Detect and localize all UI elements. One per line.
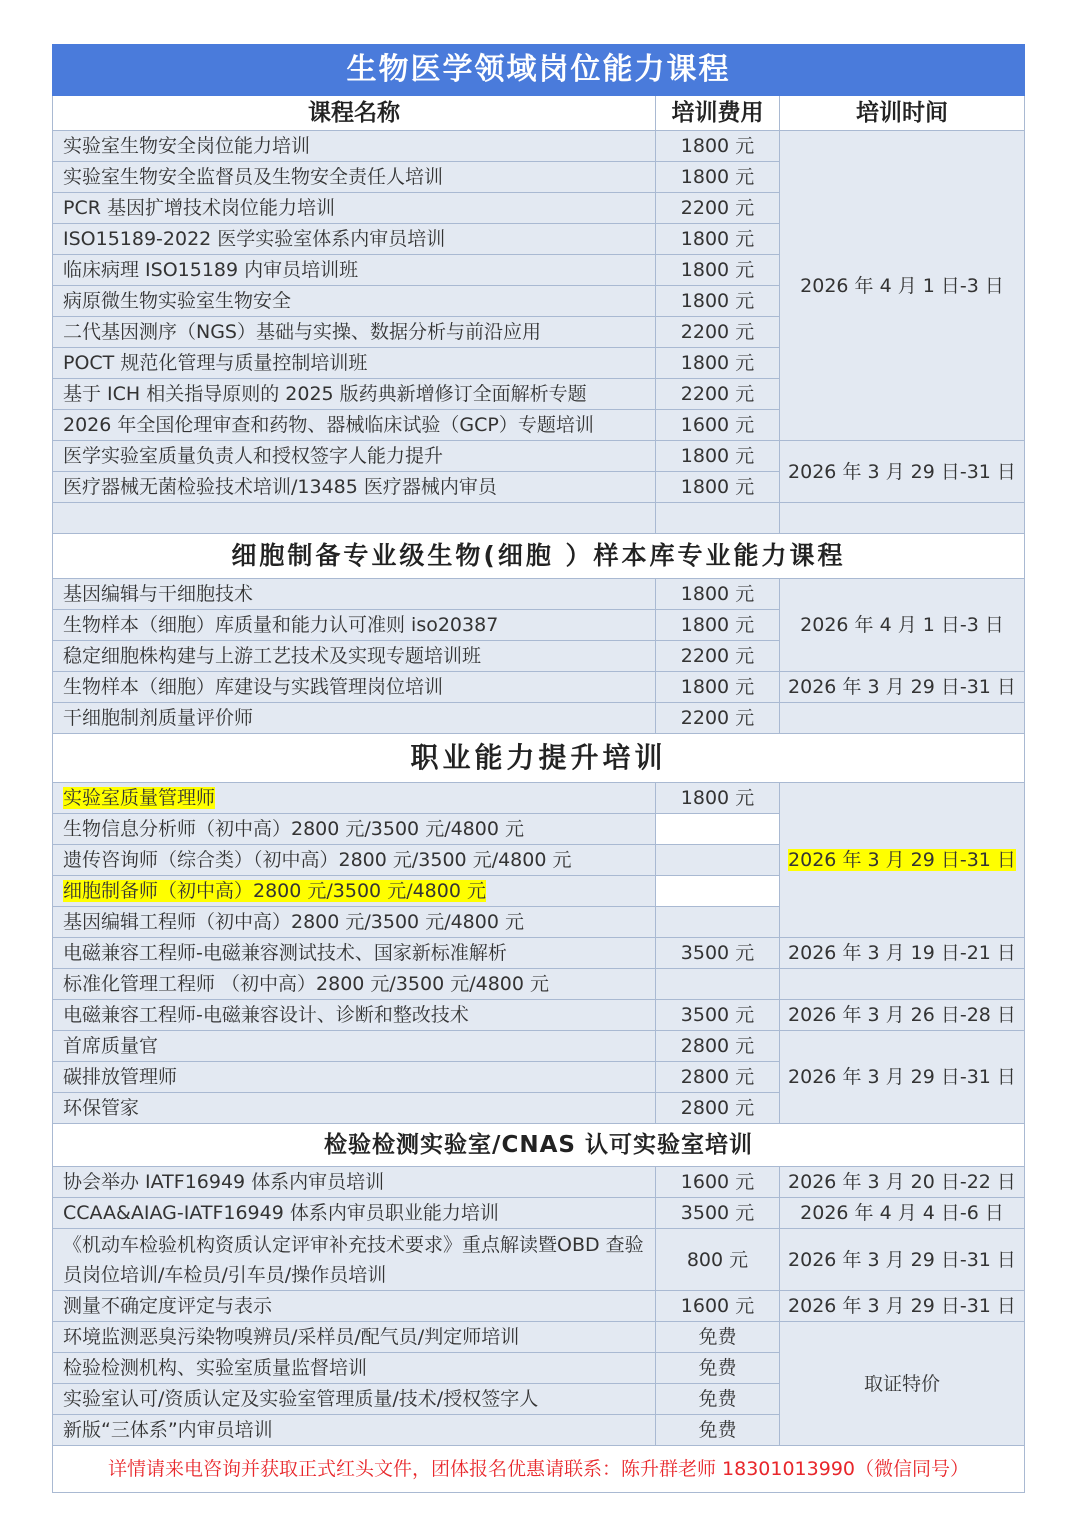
course-fee [656,845,780,876]
course-date: 2026 年 4 月 4 日-6 日 [780,1198,1025,1229]
course-name: PCR 基因扩增技术岗位能力培训 [53,193,656,224]
course-fee: 2200 元 [656,317,780,348]
course-name: 环境监测恶臭污染物嗅辨员/采样员/配气员/判定师培训 [53,1322,656,1353]
table-row [53,1000,1025,1031]
course-fee: 1800 元 [656,131,780,162]
course-fee: 1600 元 [656,410,780,441]
course-fee: 2800 元 [656,1031,780,1062]
course-name: POCT 规范化管理与质量控制培训班 [53,348,656,379]
course-fee [656,907,780,938]
course-fee: 1800 元 [656,348,780,379]
course-date: 2026 年 3 月 19 日-21 日 [780,938,1025,969]
course-date: 2026 年 3 月 26 日-28 日 [780,1000,1025,1031]
course-fee: 2200 元 [656,641,780,672]
course-name: ISO15189-2022 医学实验室体系内审员培训 [53,224,656,255]
course-fee: 1800 元 [656,610,780,641]
course-name: 遗传咨询师（综合类）（初中高）2800 元/3500 元/4800 元 [53,845,656,876]
course-name: 稳定细胞株构建与上游工艺技术及实现专题培训班 [53,641,656,672]
table-row [53,579,1025,610]
course-name: 基因编辑工程师（初中高）2800 元/3500 元/4800 元 [53,907,656,938]
highlighted-course-date: 2026 年 3 月 29 日-31 日 [788,849,1016,871]
course-name: 协会举办 IATF16949 体系内审员培训 [53,1167,656,1198]
course-fee: 800 元 [656,1229,780,1291]
course-fee: 3500 元 [656,938,780,969]
course-name: 临床病理 ISO15189 内审员培训班 [53,255,656,286]
table-row [53,1167,1025,1198]
course-date: 2026 年 3 月 29 日-31 日 [780,672,1025,703]
table-row [53,441,1025,472]
course-sheet [52,44,1024,1493]
course-fee [656,876,780,907]
course-fee: 免费 [656,1353,780,1384]
course-name: 医疗器械无菌检验技术培训/13485 医疗器械内审员 [53,472,656,503]
course-date: 2026 年 3 月 29 日-31 日 [780,1031,1025,1124]
empty-cell [53,503,656,534]
course-name: 新版“三体系”内审员培训 [53,1415,656,1446]
course-fee [656,814,780,845]
course-fee: 免费 [656,1322,780,1353]
header-row [53,96,1025,131]
course-date: 2026 年 4 月 1 日-3 日 [780,579,1025,672]
course-fee: 1800 元 [656,472,780,503]
course-name: 标准化管理工程师 （初中高）2800 元/3500 元/4800 元 [53,969,656,1000]
course-date: 2026 年 3 月 29 日-31 日 [780,1229,1025,1291]
section-title: 检验检测实验室/CNAS 认可实验室培训 [53,1124,1025,1167]
course-fee: 1800 元 [656,224,780,255]
course-name: 生物信息分析师（初中高）2800 元/3500 元/4800 元 [53,814,656,845]
table-row [53,131,1025,162]
course-date: 2026 年 3 月 29 日-31 日 [780,1291,1025,1322]
course-table [52,44,1025,1493]
empty-row [53,503,1025,534]
empty-cell [780,503,1025,534]
course-name: 实验室生物安全监督员及生物安全责任人培训 [53,162,656,193]
course-fee: 1600 元 [656,1167,780,1198]
course-name: 《机动车检验机构资质认定评审补充技术要求》重点解读暨OBD 查验员岗位培训/车检员/引车员/操作员培训 [53,1229,656,1291]
course-name: 电磁兼容工程师-电磁兼容设计、诊断和整改技术 [53,1000,656,1031]
highlighted-course-name: 细胞制备师（初中高）2800 元/3500 元/4800 元 [63,880,486,902]
section-title: 职业能力提升培训 [53,734,1025,783]
table-row [53,672,1025,703]
course-name: 生物样本（细胞）库质量和能力认可准则 iso20387 [53,610,656,641]
course-date: 2026 年 3 月 29 日-31 日 [780,441,1025,503]
course-name: 实验室生物安全岗位能力培训 [53,131,656,162]
section-title: 细胞制备专业级生物(细胞 ）样本库专业能力课程 [53,534,1025,579]
course-name: 医学实验室质量负责人和授权签字人能力提升 [53,441,656,472]
course-fee: 1800 元 [656,162,780,193]
table-row [53,1198,1025,1229]
course-name: 二代基因测序（NGS）基础与实操、数据分析与前沿应用 [53,317,656,348]
course-name: 2026 年全国伦理审查和药物、器械临床试验（GCP）专题培训 [53,410,656,441]
course-name: 测量不确定度评定与表示 [53,1291,656,1322]
course-fee: 1800 元 [656,672,780,703]
course-date: 取证特价 [780,1322,1025,1446]
highlighted-course-name: 实验室质量管理师 [63,787,216,809]
course-fee: 1800 元 [656,286,780,317]
course-name: 电磁兼容工程师-电磁兼容测试技术、国家新标准解析 [53,938,656,969]
course-fee [656,969,780,1000]
course-name: CCAA&AIAG-IATF16949 体系内审员职业能力培训 [53,1198,656,1229]
course-fee: 1800 元 [656,579,780,610]
course-fee: 免费 [656,1415,780,1446]
course-date-empty [780,969,1025,1000]
table-row [53,703,1025,734]
course-fee: 1800 元 [656,783,780,814]
table-row [53,969,1025,1000]
table-row [53,938,1025,969]
table-row [53,1229,1025,1291]
course-fee: 2800 元 [656,1093,780,1124]
course-name: 生物样本（细胞）库建设与实践管理岗位培训 [53,672,656,703]
course-name: 碳排放管理师 [53,1062,656,1093]
section-header-row [53,1124,1025,1167]
course-fee: 2200 元 [656,379,780,410]
course-date [780,783,1025,938]
course-name: 首席质量官 [53,1031,656,1062]
section-header-row [53,534,1025,579]
header-date: 培训时间 [780,96,1025,131]
table-row [53,1322,1025,1353]
table-row [53,783,1025,814]
course-name: 实验室认可/资质认定及实验室管理质量/技术/授权签字人 [53,1384,656,1415]
course-name [53,876,656,907]
course-name: 干细胞制剂质量评价师 [53,703,656,734]
course-fee: 1800 元 [656,255,780,286]
title-row [53,45,1025,96]
section-header-row [53,734,1025,783]
course-fee: 2200 元 [656,193,780,224]
course-name: 基因编辑与干细胞技术 [53,579,656,610]
course-fee: 免费 [656,1384,780,1415]
course-name: 检验检测机构、实验室质量监督培训 [53,1353,656,1384]
course-date: 2026 年 4 月 1 日-3 日 [780,131,1025,441]
course-fee: 3500 元 [656,1198,780,1229]
course-name: 病原微生物实验室生物安全 [53,286,656,317]
contact-footer: 详情请来电咨询并获取正式红头文件，团体报名优惠请联系：陈升群老师 18301013990（微信同号） [53,1446,1025,1493]
course-name [53,783,656,814]
course-date-empty [780,703,1025,734]
course-name: 环保管家 [53,1093,656,1124]
header-fee: 培训费用 [656,96,780,131]
table-row [53,1291,1025,1322]
course-fee: 2800 元 [656,1062,780,1093]
course-fee: 1600 元 [656,1291,780,1322]
course-fee: 3500 元 [656,1000,780,1031]
course-fee: 2200 元 [656,703,780,734]
page-title: 生物医学领域岗位能力课程 [53,45,1025,96]
course-name: 基于 ICH 相关指导原则的 2025 版药典新增修订全面解析专题 [53,379,656,410]
course-date: 2026 年 3 月 20 日-22 日 [780,1167,1025,1198]
course-fee: 1800 元 [656,441,780,472]
empty-cell [656,503,780,534]
footer-row [53,1446,1025,1493]
header-course-name: 课程名称 [53,96,656,131]
table-row [53,1031,1025,1062]
